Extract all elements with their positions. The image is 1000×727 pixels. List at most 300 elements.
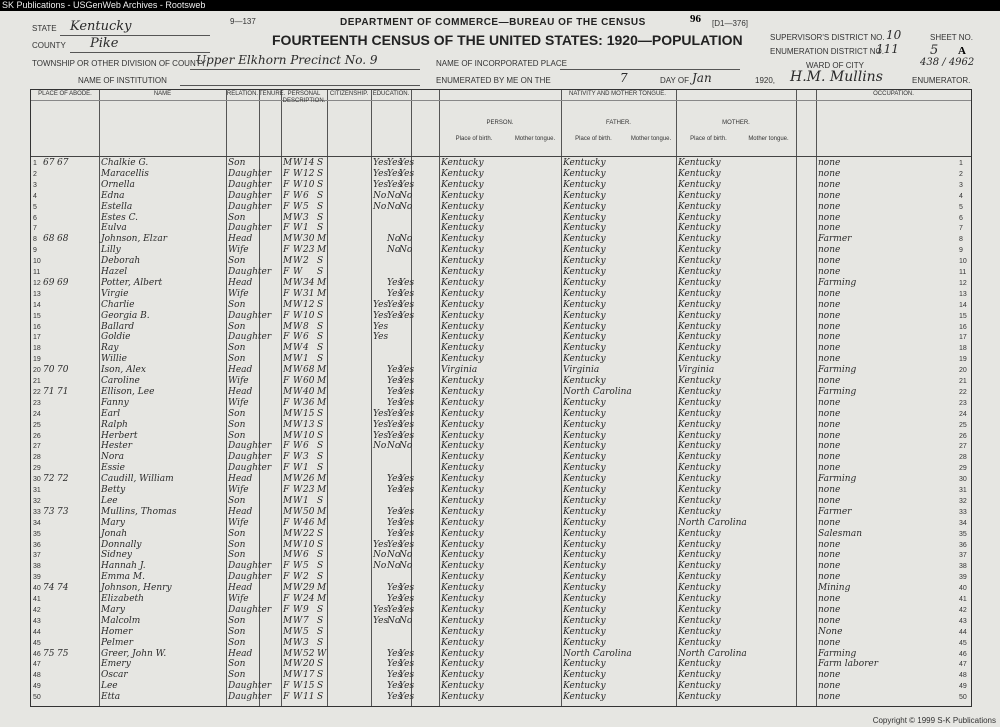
personal-description-header: PERSONAL DESCRIPTION. [282,91,326,104]
cell-occ: none [818,485,841,495]
cell-name: Hannah J. [101,561,146,572]
cell-bp: Kentucky [441,506,484,517]
cell-fbp: Kentucky [563,212,606,223]
cell-rel: Wife [228,245,249,256]
line-number-right: 3 [959,181,963,189]
cell-sex: F [283,572,290,583]
cell-r: Yes [387,310,403,321]
cell-race: W [293,550,303,561]
cell-fbp: Kentucky [563,474,606,485]
cell-occ: none [818,408,841,419]
cell-name: Caudill, William [101,474,174,485]
cell-bp: Virginia [441,365,478,376]
cell-name: Estes C. [101,212,139,223]
cell-sex: M [283,299,293,310]
cell-name: Potter, Albert [101,277,163,288]
cell-w: Yes [399,539,415,550]
cell-fbp: Kentucky [563,310,606,321]
cell-occ: none [818,190,841,201]
cell-name: Johnson, Henry [101,583,172,594]
cell-age: 11 [303,692,315,703]
cell-ms: S [317,223,324,234]
line-number: 49 [33,683,41,691]
cell-occ: none [818,332,841,343]
occupation-header: OCCUPATION. [873,91,914,97]
cell-name: Mary [101,517,125,528]
cell-rel: Daughter [228,332,272,343]
cell-fbp: Kentucky [563,245,606,256]
cell-race: W [293,408,303,419]
cell-rel: Son [228,626,246,637]
cell-bp: Kentucky [441,583,484,594]
cell-ms: S [317,419,324,430]
cell-ms: S [317,452,324,463]
cell-rel: Head [228,277,253,288]
father-header: FATHER. [606,120,631,126]
cell-fbp: Kentucky [563,201,606,212]
cell-ms: S [317,408,324,419]
cell-occ: Farming [818,474,857,485]
line-number-right: 5 [959,203,963,211]
cell-race: W [293,430,303,441]
cell-sch: Yes [373,419,389,430]
cell-bp: Kentucky [441,495,484,506]
cell-d [43,691,57,704]
line-number-right: 22 [959,388,967,396]
cell-rel: Daughter [228,201,272,212]
cell-name: Oscar [101,670,128,681]
cell-name: Sidney [101,550,133,561]
cell-f: 67 [57,158,69,168]
line-number: 2 [33,170,37,178]
cell-race: W [293,659,303,670]
cell-w: Yes [399,506,415,517]
cell-r: Yes [387,517,403,528]
cell-mbp: North Carolina [678,517,747,528]
line-number: 11 [33,269,41,276]
cell-age: 26 [303,474,315,485]
cell-ms: S [317,212,324,223]
line-number: 40 [33,585,41,593]
cell-w: No [399,245,413,256]
cell-ms: S [317,637,324,648]
cell-r: No [387,201,401,212]
cell-rel: Wife [228,594,249,604]
father-tongue-header: Mother tongue. [630,136,672,142]
line-number-right: 23 [959,399,967,407]
cell-bp: Kentucky [441,245,484,256]
cell-fbp: Kentucky [563,158,606,168]
cell-ms: S [317,572,324,583]
cell-bp: Kentucky [441,256,484,267]
cell-fbp: Kentucky [563,681,606,692]
cell-ms: S [317,190,324,201]
cell-occ: Farmer [818,234,852,245]
cell-r: No [387,234,401,245]
cell-name: Herbert [101,430,138,441]
cell-race: W [293,539,303,550]
cell-r: Yes [387,277,403,288]
cell-fbp: Kentucky [563,354,606,365]
cell-r: No [387,561,401,572]
line-number: 1 [33,160,37,167]
cell-fbp: Kentucky [563,376,606,386]
cell-rel: Daughter [228,310,272,321]
line-number-right: 11 [959,269,967,276]
cell-name: Lilly [101,245,121,256]
cell-sex: F [283,332,290,343]
cell-ms: S [317,299,324,310]
cell-w: Yes [399,604,415,615]
line-number-right: 36 [959,541,967,549]
cell-age: 20 [303,659,315,670]
cell-race: W [293,299,303,310]
line-number: 4 [33,192,37,200]
cell-sex: F [283,485,290,495]
line-number-right: 16 [959,323,967,331]
cell-name: Emma M. [101,572,145,583]
cell-race: W [293,594,303,604]
cell-rel: Son [228,637,246,648]
cell-sex: M [283,637,293,648]
cell-sex: F [283,223,290,234]
cell-rel: Son [228,615,246,626]
education-header: EDUCATION. [372,91,410,97]
cell-age: 15 [303,681,315,692]
cell-race: W [293,637,303,648]
cell-rel: Daughter [228,441,272,452]
cell-race: W [293,365,303,376]
cell-w: Yes [399,528,415,539]
cell-occ: none [818,452,841,463]
cell-fbp: Kentucky [563,397,606,408]
cell-ms: M [317,594,327,604]
corner-stamp-numbers: 438 / 4962 [920,57,975,68]
line-number-right: 50 [959,694,967,702]
cell-fbp: Kentucky [563,288,606,299]
cell-w: No [399,234,413,245]
line-number: 8 [33,236,37,244]
line-number-right: 46 [959,650,967,658]
person-header: PERSON. [486,120,514,126]
line-number: 29 [33,465,41,473]
line-number: 25 [33,421,41,429]
person-birthplace-header: Place of birth. [455,136,493,142]
cell-mbp: Kentucky [678,604,721,615]
enumerator-signature: H.M. Mullins [790,69,883,85]
cell-f: 74 [57,583,69,594]
cell-sex: F [283,267,290,277]
cell-mbp: Kentucky [678,277,721,288]
cell-ms: S [317,354,324,365]
cell-mbp: Kentucky [678,670,721,681]
cell-occ: none [818,397,841,408]
cell-mbp: Kentucky [678,212,721,223]
line-number-right: 12 [959,279,967,287]
cell-sex: M [283,430,293,441]
cell-ms: S [317,343,324,354]
cell-fbp: Kentucky [563,452,606,463]
cell-sex: M [283,539,293,550]
cell-w: Yes [399,386,415,397]
cell-sex: M [283,615,293,626]
cell-age: 60 [303,376,315,386]
cell-r: Yes [387,659,403,670]
father-birthplace-header: Place of birth. [575,136,612,142]
line-number-right: 29 [959,465,967,473]
cell-d: 68 [43,234,55,245]
cell-age: 52 [303,648,315,659]
cell-r: Yes [387,430,403,441]
cell-f [57,691,71,704]
cell-sex: F [283,692,290,703]
cell-fbp: Kentucky [563,626,606,637]
table-row [31,691,971,704]
line-number-right: 43 [959,617,967,625]
line-number: 14 [33,301,41,309]
cell-name: Malcolm [101,615,141,626]
cell-ms: S [317,604,324,615]
cell-mbp: Kentucky [678,321,721,332]
cell-ms: M [317,277,327,288]
cell-ms: M [317,583,327,594]
cell-ms: M [317,386,327,397]
line-number-right: 37 [959,552,967,560]
cell-fbp: Kentucky [563,517,606,528]
cell-occ: none [818,495,841,506]
cell-ms: S [317,681,324,692]
cell-d: 71 [43,386,55,397]
cell-name: Emery [101,659,131,670]
cell-rel: Son [228,495,246,506]
cell-mbp: Kentucky [678,386,721,397]
cell-rel: Son [228,430,246,441]
cell-r: Yes [387,670,403,681]
cell-race: W [293,626,303,637]
cell-mbp: Kentucky [678,332,721,343]
cell-age: 23 [303,245,315,256]
cell-fbp: Kentucky [563,495,606,506]
cell-age: 15 [303,408,315,419]
cell-age: 12 [303,299,315,310]
cell-rel: Daughter [228,452,272,463]
line-number-right: 14 [959,301,967,309]
department-heading: DEPARTMENT OF COMMERCE—BUREAU OF THE CENSUS [340,17,646,28]
cell-fbp: Kentucky [563,441,606,452]
line-number-right: 32 [959,497,967,505]
cell-r: Yes [387,179,403,190]
cell-fbp: Kentucky [563,430,606,441]
cell-fbp: Kentucky [563,637,606,648]
cell-sex: F [283,517,290,528]
cell-mbp: Kentucky [678,659,721,670]
line-number: 15 [33,312,41,320]
cell-race: W [293,495,303,506]
cell-mbp: Kentucky [678,452,721,463]
cell-r: Yes [387,648,403,659]
cell-bp: Kentucky [441,190,484,201]
cell-rel: Son [228,321,246,332]
cell-occ: none [818,692,841,703]
line-number: 33 [33,508,41,516]
line-number: 39 [33,574,41,582]
cell-age: 6 [303,332,309,343]
line-number: 30 [33,476,41,484]
cell-w: Yes [399,397,415,408]
census-sheet [0,11,1000,727]
cell-name: Deborah [101,256,141,267]
cell-w: Yes [399,594,415,604]
cell-name: Donnally [101,539,142,550]
line-number: 27 [33,443,41,451]
cell-w: Yes [399,648,415,659]
cell-sch: No [373,550,387,561]
cell-w: Yes [399,430,415,441]
cell-bp: Kentucky [441,267,484,277]
year-label: 1920, [755,76,776,85]
cell-name: Goldie [101,332,131,343]
cell-age: 1 [303,354,309,365]
cell-sex: F [283,463,290,474]
cell-fbp: Kentucky [563,332,606,343]
cell-rel: Daughter [228,168,272,179]
cell-w: Yes [399,310,415,321]
cell-f: 71 [57,386,69,397]
line-number: 31 [33,487,41,494]
cell-ms: S [317,179,324,190]
cell-d: 67 [43,158,55,168]
cell-ms: S [317,168,324,179]
cell-name: Homer [101,626,133,637]
cell-bp: Kentucky [441,212,484,223]
cell-ms: M [317,506,327,517]
cell-fbp: North Carolina [563,648,632,659]
line-number-right: 13 [959,290,967,298]
cell-fbp: Kentucky [563,277,606,288]
line-number-right: 2 [959,170,963,178]
cell-occ: none [818,517,841,528]
line-number-right: 21 [959,378,967,385]
cell-rel: Son [228,354,246,365]
cell-sex: M [283,365,293,376]
cell-d: 75 [43,648,55,659]
cell-age: 10 [303,310,315,321]
cell-mbp: Kentucky [678,495,721,506]
cell-w: Yes [399,408,415,419]
line-number-right: 20 [959,367,967,375]
line-number-right: 25 [959,421,967,429]
cell-bp: Kentucky [441,234,484,245]
line-number: 26 [33,432,41,440]
citizenship-header: CITIZENSHIP. [329,91,369,97]
cell-r: Yes [387,506,403,517]
cell-w: No [399,561,413,572]
cell-race: W [293,332,303,343]
cell-mbp: Kentucky [678,201,721,212]
name-header: NAME [153,91,172,97]
cell-mbp: Kentucky [678,179,721,190]
cell-age: 1 [303,463,309,474]
line-number: 22 [33,388,41,396]
cell-occ: none [818,539,841,550]
cell-name: Jonah [101,528,127,539]
line-number-right: 47 [959,661,967,669]
cell-f: 75 [57,648,69,659]
cell-rel: Wife [228,376,249,386]
cell-sch [373,691,387,704]
line-number-right: 17 [959,334,967,342]
cell-mbp: Kentucky [678,245,721,256]
cell-r: Yes [387,474,403,485]
relation-header: RELATION. [226,91,259,97]
cell-mbp: Kentucky [678,692,721,703]
line-number: 16 [33,323,41,331]
cell-sex: M [283,386,293,397]
cell-rel: Daughter [228,267,272,277]
cell-bp: Kentucky [441,474,484,485]
cell-occ: none [818,572,841,583]
cell-ms: S [317,430,324,441]
cell-ms: M [317,517,327,528]
census-table [30,89,972,707]
cell-ms: S [317,626,324,637]
cell-mbp: Kentucky [678,397,721,408]
cell-bp: Kentucky [441,550,484,561]
cell-sch: Yes [373,430,389,441]
cell-d: 70 [43,365,55,376]
cell-race: W [293,474,303,485]
cell-bp: Kentucky [441,201,484,212]
cell-fbp: Kentucky [563,343,606,354]
cell-sch: No [373,441,387,452]
enumerated-month: Jan [692,71,712,85]
cell-sex: F [283,604,290,615]
cell-fbp: Kentucky [563,583,606,594]
cell-sex: F [283,452,290,463]
copyright-notice: Copyright © 1999 S-K Publications [872,716,996,725]
form-number: 9—137 [230,17,256,26]
cell-age: 17 [303,670,315,681]
county-label: COUNTY [32,41,66,50]
line-number-right: 4 [959,192,963,200]
cell-bp: Kentucky [441,310,484,321]
cell-r: Yes [387,386,403,397]
state-value: Kentucky [70,19,132,34]
cell-age: 29 [303,583,315,594]
cell-name: Lee [101,495,118,506]
cell-race: W [293,463,303,474]
cell-occ: none [818,223,841,234]
cell-rel: Head [228,583,253,594]
cell-mbp: Kentucky [678,190,721,201]
cell-sch: Yes [373,604,389,615]
cell-bp: Kentucky [441,397,484,408]
township-label: TOWNSHIP OR OTHER DIVISION OF COUNTY [32,59,206,68]
cell-r: Yes [387,408,403,419]
cell-r: No [387,245,401,256]
cell-fbp: Kentucky [563,506,606,517]
cell-occ: none [818,615,841,626]
cell-age: 6 [303,190,309,201]
cell-f: 69 [57,277,69,288]
cell-r: Yes [387,397,403,408]
cell-ms: S [317,615,324,626]
line-number: 41 [33,596,41,603]
cell-occ: none [818,419,841,430]
cell-age: 30 [303,234,315,245]
cell-r: Yes [387,604,403,615]
cell-fbp: Kentucky [563,604,606,615]
